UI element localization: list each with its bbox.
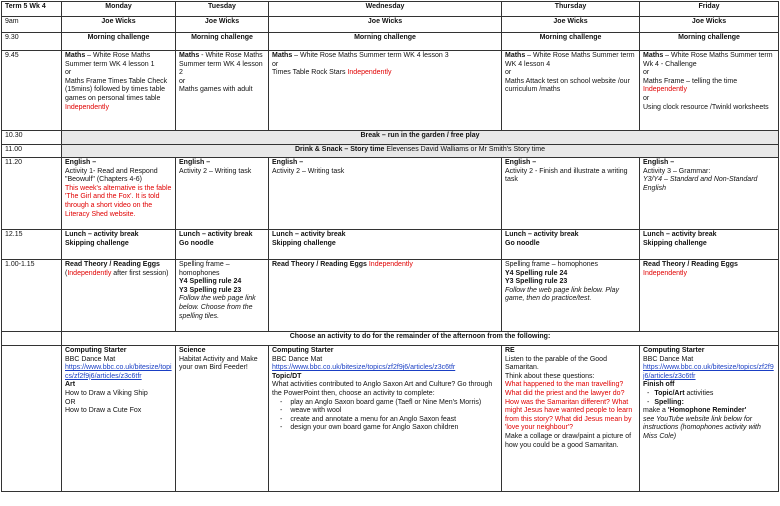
time-cell: 9.30 <box>2 33 62 51</box>
list-item: - Topic/Art activities <box>657 390 775 399</box>
row-9am <box>2 17 779 33</box>
bbc-dance-mat-link[interactable]: https://www.bbc.co.uk/bitesize/topics/zf2f9j6/articles/z3c6tfr <box>65 364 172 380</box>
english-friday: English – Activity 3 – Grammar: Y3/Y4 – Standard and Non-Standard English <box>640 158 779 230</box>
afternoon-tuesday: Science Habitat Activity and Make your own Bird Feeder! <box>176 346 269 492</box>
maths-thursday: Maths – White Rose Maths Summer term WK 4 lesson 4 or Maths Attack test on school website /our curriculum /maths <box>502 51 640 131</box>
spelling-thursday: Spelling frame – homophones Y4 Spelling rule 24 Y3 Spelling rule 23 Follow the web page link below. Play game, then do practice/test. <box>502 260 640 332</box>
maths-tuesday: Maths - White Rose Maths Summer term WK 4 lesson 2 or Maths games with adult <box>176 51 269 131</box>
lunch-monday: Lunch – activity break Skipping challenge <box>62 230 176 260</box>
spelling-tuesday: Spelling frame – homophones Y4 Spelling rule 24 Y3 Spelling rule 23 Follow the web page link below. Choose from the spelling tiles. <box>176 260 269 332</box>
time-cell: 11.00 <box>2 145 62 158</box>
empty-time-cell <box>2 332 62 346</box>
time-cell: 10.30 <box>2 131 62 145</box>
finish-off-list <box>643 390 775 407</box>
english-wednesday: English – Activity 2 – Writing task <box>269 158 502 230</box>
afternoon-monday: Computing Starter BBC Dance Mat https://www.bbc.co.uk/bitesize/topics/zf2f9j6/articles/z3c6tfr Art How to Draw a Viking Ship OR How to Draw a Cute Fox <box>62 346 176 492</box>
row-1030 <box>2 131 779 145</box>
maths-monday: Maths – White Rose Maths Summer term WK 4 lesson 1 or Maths Frame Times Table Check (15mins) followed by times table games on personal times table Independently <box>62 51 176 131</box>
lunch-friday: Lunch – activity break Skipping challenge <box>640 230 779 260</box>
time-cell: 12.15 <box>2 230 62 260</box>
snack-cell: Drink & Snack – Story time Elevenses David Walliams or Mr Smith's Story time <box>62 145 779 158</box>
day-thursday: Thursday <box>502 2 640 17</box>
day-monday: Monday <box>62 2 176 17</box>
afternoon-wednesday: Computing Starter BBC Dance Mat https://www.bbc.co.uk/bitesize/topics/zf2f9j6/articles/z3c6tfr Topic/DT What activities contributed to Anglo Saxon Art and Culture? Go through the PowerPoint then, choose an activity to complete: - play an Anglo Saxon board game (Taefl or Nine Men's Morris) - weave with wool - create and annotate a menu for an Anglo Saxon feast - design your own board game for Anglo Saxon children <box>269 346 502 492</box>
break-cell: Break – run in the garden / free play <box>62 131 779 145</box>
list-item: - design your own board game for Anglo Saxon children <box>292 424 498 433</box>
row-945 <box>2 51 779 131</box>
row-1100 <box>2 145 779 158</box>
joe-wicks-fri: Joe Wicks <box>640 17 779 33</box>
row-1120 <box>2 158 779 230</box>
time-cell: 9.45 <box>2 51 62 131</box>
row-100 <box>2 260 779 332</box>
row-choose <box>2 332 779 346</box>
list-item: - create and annotate a menu for an Anglo Saxon feast <box>292 416 498 425</box>
list-item: - weave with wool <box>292 407 498 416</box>
morning-challenge-mon: Morning challenge <box>62 33 176 51</box>
reading-friday: Read Theory / Reading Eggs Independently <box>640 260 779 332</box>
morning-challenge-tue: Morning challenge <box>176 33 269 51</box>
joe-wicks-mon: Joe Wicks <box>62 17 176 33</box>
morning-challenge-wed: Morning challenge <box>269 33 502 51</box>
reading-wednesday: Read Theory / Reading Eggs Independently <box>269 260 502 332</box>
morning-challenge-fri: Morning challenge <box>640 33 779 51</box>
list-item: - play an Anglo Saxon board game (Taefl or Nine Men's Morris) <box>292 399 498 408</box>
time-cell: 1.00-1.15 <box>2 260 62 332</box>
english-tuesday: English – Activity 2 – Writing task <box>176 158 269 230</box>
morning-challenge-thu: Morning challenge <box>502 33 640 51</box>
joe-wicks-tue: Joe Wicks <box>176 17 269 33</box>
reading-monday: Read Theory / Reading Eggs (Independently after first session) <box>62 260 176 332</box>
day-wednesday: Wednesday <box>269 2 502 17</box>
header-row <box>2 2 779 17</box>
activity-list <box>272 399 498 433</box>
day-tuesday: Tuesday <box>176 2 269 17</box>
lunch-tuesday: Lunch – activity break Go noodle <box>176 230 269 260</box>
choose-activity-banner: Choose an activity to do for the remainder of the afternoon from the following: <box>62 332 779 346</box>
lunch-thursday: Lunch – activity break Go noodle <box>502 230 640 260</box>
day-friday: Friday <box>640 2 779 17</box>
term-label: Term 5 Wk 4 <box>2 2 62 17</box>
empty-time-cell <box>2 346 62 492</box>
time-cell: 11.20 <box>2 158 62 230</box>
afternoon-friday: Computing Starter BBC Dance Mat https://www.bbc.co.uk/bitesize/topics/zf2f9j6/articles/z3c6tfr Finish off - Topic/Art activities - Spelling: make a 'Homophone Reminder' see YouTube website link below for instructions (homophones activity with Miss Cole) <box>640 346 779 492</box>
list-item: - Spelling: <box>657 399 775 408</box>
english-monday: English – Activity 1- Read and Respond "Beowulf" (Chapters 4-6) This week's alternative is the fable 'The Girl and the Fox'. It is told through a short video on the Literacy Shed website. <box>62 158 176 230</box>
timetable <box>1 1 779 492</box>
maths-wednesday: Maths – White Rose Maths Summer term WK 4 lesson 3 or Times Table Rock Stars Independently <box>269 51 502 131</box>
afternoon-thursday: RE Listen to the parable of the Good Samaritan. Think about these questions: What happened to the man travelling? What did the priest and the lawyer do? How was the Samaritan different? What might Jesus have wanted people to learn from this story? What did Jesus mean by 'love your neighbour'? Make a collage or draw/paint a picture of how you could be a good Samaritan. <box>502 346 640 492</box>
joe-wicks-wed: Joe Wicks <box>269 17 502 33</box>
joe-wicks-thu: Joe Wicks <box>502 17 640 33</box>
row-930 <box>2 33 779 51</box>
bbc-dance-mat-link[interactable]: https://www.bbc.co.uk/bitesize/topics/zf2f9j6/articles/z3c6tfr <box>272 364 456 372</box>
row-afternoon <box>2 346 779 492</box>
lunch-wednesday: Lunch – activity break Skipping challenge <box>269 230 502 260</box>
maths-friday: Maths – White Rose Maths Summer term Wk 4 - Challenge or Maths Frame – telling the time Independently or Using clock resource /Twinkl worksheets <box>640 51 779 131</box>
row-1215 <box>2 230 779 260</box>
bbc-dance-mat-link[interactable]: https://www.bbc.co.uk/bitesize/topics/zf2f9j6/articles/z3c6tfr <box>643 364 774 380</box>
english-thursday: English – Activity 2 - Finish and illustrate a writing task <box>502 158 640 230</box>
time-cell: 9am <box>2 17 62 33</box>
